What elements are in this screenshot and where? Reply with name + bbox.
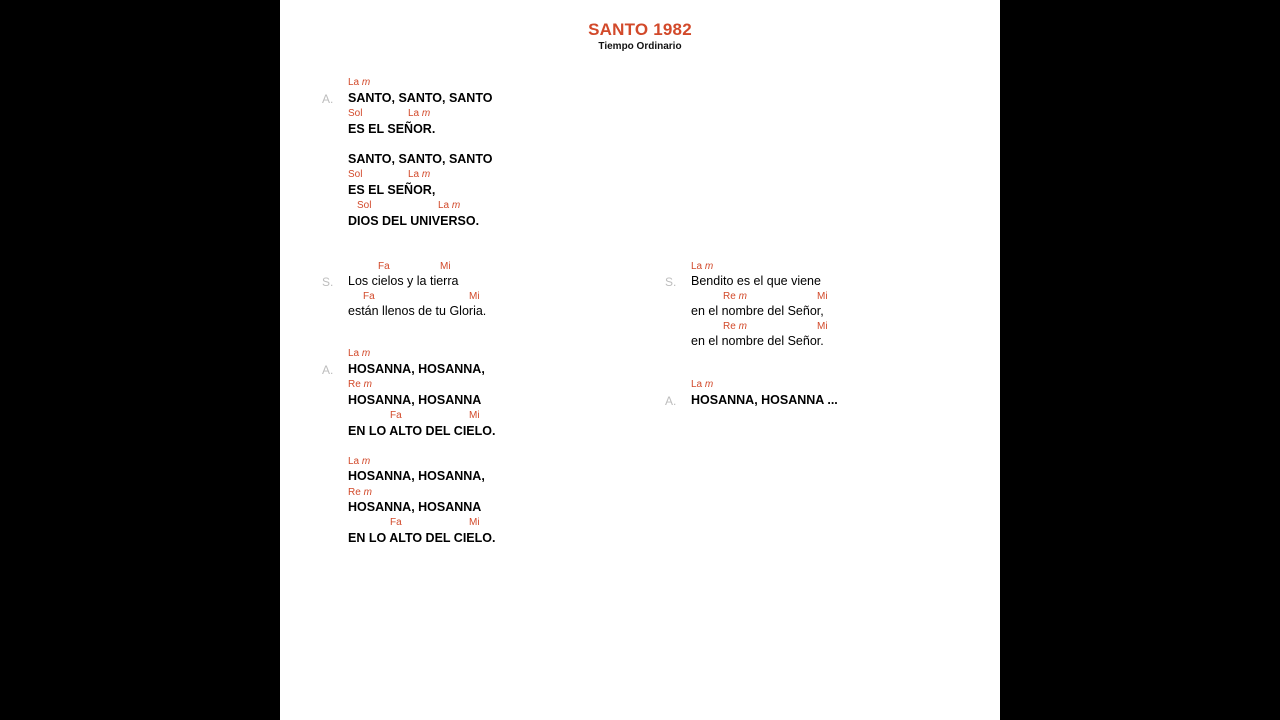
chord-root: La: [438, 200, 450, 211]
lyric-line: están llenos de tu Gloria.: [348, 304, 487, 318]
lyric-line: en el nombre del Señor.: [691, 334, 824, 348]
chord-root: La: [348, 456, 360, 467]
song-title: SANTO 1982: [588, 20, 692, 39]
lyric-line: HOSANNA, HOSANNA: [348, 500, 482, 514]
lyric-line: HOSANNA, HOSANNA ...: [691, 393, 838, 407]
lyric-line: ES EL SEÑOR.: [348, 122, 436, 136]
chord-la-minor: [348, 456, 370, 468]
chord-quality: m: [738, 291, 747, 302]
lyric-line: DIOS DEL UNIVERSO.: [348, 214, 480, 228]
lyric-line: HOSANNA, HOSANNA,: [348, 362, 485, 376]
chord-re-minor: [348, 379, 372, 391]
chord-root: Re: [348, 379, 361, 390]
chord-re-minor: [723, 321, 747, 333]
chord-mi: Mi: [469, 410, 480, 421]
chord-mi: Mi: [469, 517, 480, 528]
chord-quality: m: [421, 108, 431, 119]
chord-fa: Fa: [378, 261, 390, 272]
chord-mi: Mi: [440, 261, 451, 272]
lyric-line: SANTO, SANTO, SANTO: [348, 91, 493, 105]
chord-la-minor: [408, 169, 430, 181]
chord-sol: Sol: [357, 200, 372, 211]
chord-root: La: [348, 77, 360, 88]
song-sheet-page: [280, 0, 1000, 720]
lyric-line: EN LO ALTO DEL CIELO.: [348, 531, 496, 545]
chord-la-minor: [691, 379, 713, 391]
chord-la-minor: [408, 108, 430, 120]
soloist-marker: S.: [322, 275, 334, 289]
chord-mi: Mi: [817, 291, 828, 302]
song-subtitle: Tiempo Ordinario: [598, 41, 682, 52]
chord-quality: m: [451, 200, 461, 211]
lyric-line: ES EL SEÑOR,: [348, 183, 436, 197]
lyric-line: en el nombre del Señor,: [691, 304, 824, 318]
chord-fa: Fa: [390, 410, 402, 421]
chord-fa: Fa: [363, 291, 375, 302]
lyric-line: Bendito es el que viene: [691, 274, 821, 288]
chord-quality: m: [361, 348, 371, 359]
chord-re-minor: [348, 487, 372, 499]
lyric-line: Los cielos y la tierra: [348, 274, 459, 288]
chord-quality: m: [363, 487, 372, 498]
chord-quality: m: [704, 379, 714, 390]
chord-root: Re: [723, 291, 736, 302]
chord-mi: Mi: [817, 321, 828, 332]
assembly-marker: A.: [322, 363, 334, 377]
chord-re-minor: [723, 291, 747, 303]
soloist-marker: S.: [665, 275, 677, 289]
chord-fa: Fa: [390, 517, 402, 528]
chord-root: La: [691, 261, 703, 272]
chord-sol: Sol: [348, 169, 363, 180]
chord-root: Re: [723, 321, 736, 332]
lyric-line: HOSANNA, HOSANNA,: [348, 469, 485, 483]
assembly-marker: A.: [665, 394, 677, 408]
chord-root: La: [408, 169, 420, 180]
chord-la-minor: [691, 261, 713, 273]
chord-la-minor: [348, 348, 370, 360]
chord-quality: m: [704, 261, 714, 272]
chord-la-minor: [348, 77, 370, 89]
chord-root: Re: [348, 487, 361, 498]
lyric-line: SANTO, SANTO, SANTO: [348, 152, 493, 166]
chord-sol: Sol: [348, 108, 363, 119]
lyric-line: HOSANNA, HOSANNA: [348, 393, 482, 407]
chord-quality: m: [361, 77, 371, 88]
chord-quality: m: [421, 169, 431, 180]
chord-root: La: [691, 379, 703, 390]
assembly-marker: A.: [322, 92, 334, 106]
chord-mi: Mi: [469, 291, 480, 302]
chord-root: La: [348, 348, 360, 359]
chord-quality: m: [361, 456, 371, 467]
chord-root: La: [408, 108, 420, 119]
chord-quality: m: [363, 379, 372, 390]
chord-quality: m: [738, 321, 747, 332]
chord-la-minor: [438, 200, 460, 212]
lyric-line: EN LO ALTO DEL CIELO.: [348, 424, 496, 438]
